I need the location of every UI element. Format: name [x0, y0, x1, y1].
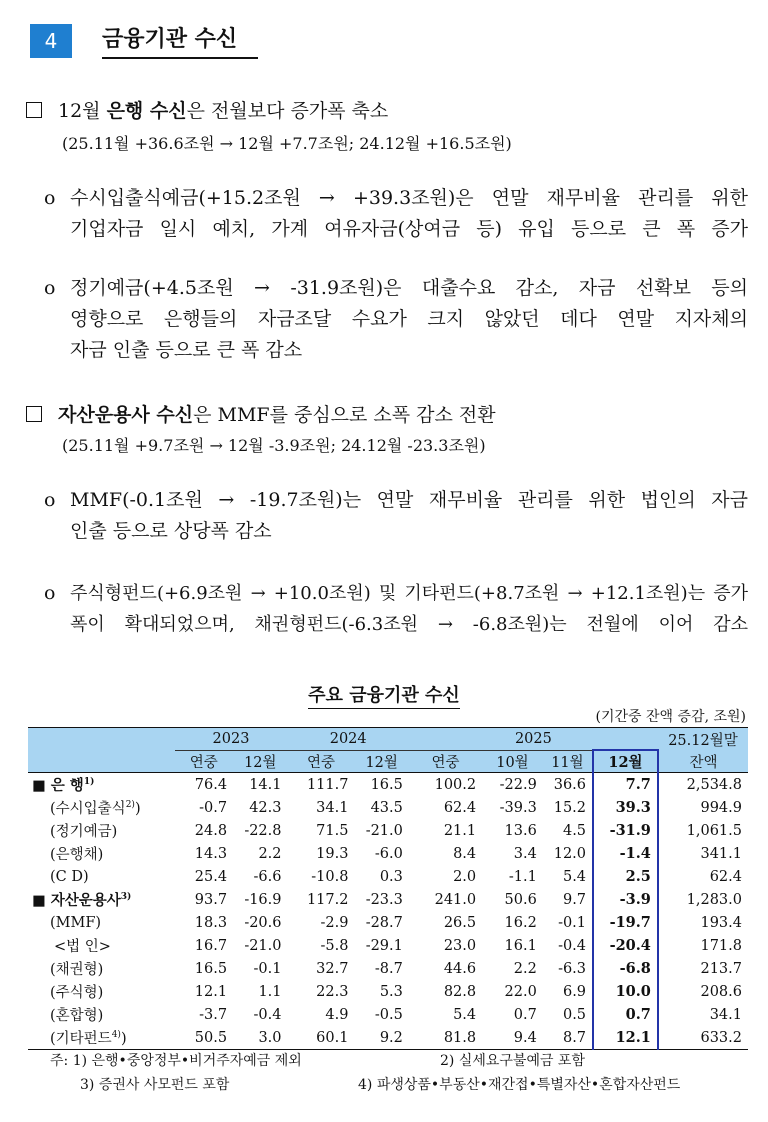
table-cell: 15.2: [553, 799, 587, 816]
table-cell: -0.7: [199, 799, 228, 816]
table-cell: 5.4: [562, 868, 587, 885]
table-cell: -3.9: [593, 888, 658, 911]
row-label: (혼합형): [50, 1008, 104, 1024]
table-cell: 2.0: [453, 868, 477, 885]
note-4: 4) 파생상품•부동산•재간접•특별자산•혼합자산펀드: [358, 1077, 681, 1093]
table-cell: 0.5: [562, 1006, 587, 1023]
table-cell: 44.6: [443, 960, 477, 977]
table-cell: -0.1: [558, 914, 587, 931]
table-cell: -16.9: [244, 891, 282, 908]
row-label: (은행채): [50, 847, 104, 863]
bank-p2-line2: 영향으로 은행들의 자금조달 수요가 크지 않았던 데다 연말 지자체의: [70, 308, 748, 330]
table-cell: -5.8: [320, 937, 349, 954]
header-year-2024: 2024: [288, 728, 409, 751]
table-cell: 2.2: [258, 845, 282, 862]
table-cell: 1,283.0: [686, 891, 742, 908]
bank-paragraph-1: [44, 183, 748, 245]
subheader-highlight: 12월: [593, 750, 658, 773]
table-cell: 1,061.5: [686, 822, 742, 839]
table-cell: 26.5: [443, 914, 477, 931]
table-cell: 16.2: [504, 914, 537, 931]
table-row: [28, 888, 748, 911]
bank-p1-line1: 수시입출식예금(+15.2조원 → +39.3조원)은 연말 재무비율 관리를 위한: [70, 187, 748, 209]
table-cell: 0.7: [513, 1006, 537, 1023]
table-cell: 62.4: [709, 868, 742, 885]
asset-p1-line1: MMF(-0.1조원 → -19.7조원)는 연말 재무비율 관리를 위한 법인의 자금: [70, 489, 748, 511]
table-cell: -21.0: [365, 822, 403, 839]
table-cell: 14.1: [233, 773, 287, 797]
table-cell: -0.4: [558, 937, 587, 954]
table-cell: 16.5: [354, 773, 408, 797]
bank-p2-line3: 자금 인출 등으로 큰 폭 감소: [70, 339, 303, 361]
subheader: 12월: [233, 750, 287, 773]
table-header-row-1: [28, 728, 748, 751]
table-cell: 213.7: [700, 960, 742, 977]
subheader: 10월: [482, 750, 543, 773]
table-cell: 4.9: [325, 1006, 349, 1023]
table-title: 주요 금융기관 수신: [0, 681, 768, 707]
subheader: 연중: [288, 750, 355, 773]
header-year-2023: 2023: [175, 728, 288, 751]
table-cell: 6.9: [562, 983, 587, 1000]
subheader: 12월: [354, 750, 408, 773]
table-cell: 16.5: [194, 960, 228, 977]
header-balance-1: 25.12월말: [658, 728, 748, 751]
table-row: [28, 773, 748, 797]
table-cell: 50.5: [175, 1026, 234, 1050]
table-cell: 341.1: [700, 845, 742, 862]
table-cell: -23.3: [365, 891, 403, 908]
note-2: 2) 실세요구불예금 포함: [440, 1053, 585, 1069]
table-cell: 3.0: [233, 1026, 287, 1050]
subheader: 연중: [409, 750, 482, 773]
table-cell: 60.1: [288, 1026, 355, 1050]
table-cell: -0.4: [253, 1006, 282, 1023]
checkbox-square-icon: [26, 406, 42, 422]
table-cell: 633.2: [658, 1026, 748, 1050]
asset-heading-bold: 자산운용사 수신: [58, 404, 194, 426]
table-cell: -31.9: [593, 819, 658, 842]
row-label: ■ 자산운용사$^{3)}$: [32, 892, 132, 909]
table-cell: -22.9: [482, 773, 543, 797]
deposits-table: [28, 727, 748, 1050]
table-cell: -20.4: [593, 934, 658, 957]
table-cell: 994.9: [700, 799, 742, 816]
bank-sub: (25.11월 +36.6조원 → 12월 +7.7조원; 24.12월 +16.5조원): [62, 134, 512, 153]
table-cell: 5.3: [379, 983, 403, 1000]
asset-paragraph-2: [44, 578, 748, 640]
table-row: [28, 819, 748, 842]
table-cell: 12.1: [194, 983, 228, 1000]
table-cell: 36.6: [543, 773, 593, 797]
table-cell: 7.7: [593, 773, 658, 797]
table-cell: 39.3: [593, 796, 658, 819]
table-row: [28, 1003, 748, 1026]
asset-p2-line1: 주식형펀드(+6.9조원 → +10.0조원) 및 기타펀드(+8.7조원 → +12.1조원)는 증가: [70, 583, 748, 604]
table-cell: -0.1: [253, 960, 282, 977]
table-cell: 34.1: [316, 799, 349, 816]
table-cell: 4.5: [562, 822, 587, 839]
table-cell: 1.1: [258, 983, 282, 1000]
table-cell: 32.7: [316, 960, 349, 977]
bank-heading: [26, 96, 388, 123]
row-label: (주식형): [50, 985, 104, 1001]
table-cell: -8.7: [374, 960, 403, 977]
table-cell: 14.3: [194, 845, 228, 862]
table-cell: -39.3: [499, 799, 537, 816]
table-cell: 0.7: [593, 1003, 658, 1026]
table-cell: 171.8: [700, 937, 742, 954]
table-cell: 8.4: [453, 845, 477, 862]
section-number-badge: 4: [30, 24, 72, 58]
bullet-o: o: [44, 187, 56, 209]
bank-paragraph-2: [44, 273, 748, 366]
table-cell: -19.7: [593, 911, 658, 934]
table-cell: 100.2: [409, 773, 482, 797]
table-cell: 10.0: [593, 980, 658, 1003]
asset-sub: (25.11월 +9.7조원 → 12월 -3.9조원; 24.12월 -23.3조원): [62, 436, 486, 455]
table-cell: 111.7: [288, 773, 355, 797]
row-label: (수시입출식$^{2)}$): [50, 800, 141, 817]
table-cell: 62.4: [443, 799, 477, 816]
table-cell: 193.4: [700, 914, 742, 931]
table-cell: 9.7: [562, 891, 587, 908]
table-row: [28, 911, 748, 934]
table-cell: 24.8: [194, 822, 228, 839]
section-header: [30, 22, 258, 59]
table-cell: 117.2: [306, 891, 349, 908]
table-cell: -6.0: [374, 845, 403, 862]
section-title: 금융기관 수신: [102, 22, 258, 59]
table-cell: -1.1: [508, 868, 537, 885]
table-cell: 0.3: [379, 868, 403, 885]
table-cell: 71.5: [316, 822, 349, 839]
table-cell: 19.3: [316, 845, 349, 862]
table-cell: -20.6: [244, 914, 282, 931]
table-row: [28, 865, 748, 888]
table-cell: 9.2: [354, 1026, 408, 1050]
table-cell: 13.6: [504, 822, 537, 839]
table-row: [28, 934, 748, 957]
row-label: (MMF): [50, 914, 102, 931]
table-cell: 241.0: [434, 891, 477, 908]
bank-heading-start: 12월: [58, 100, 107, 122]
asset-p1-line2: 인출 등으로 상당폭 감소: [70, 520, 272, 542]
row-label: (기타펀드$^{4)}$): [28, 1026, 175, 1050]
table-cell: 12.1: [593, 1026, 658, 1050]
table-cell: 50.6: [504, 891, 537, 908]
table-cell: -3.7: [199, 1006, 228, 1023]
subheader: 연중: [175, 750, 234, 773]
asset-heading: [26, 400, 496, 427]
table-cell: 22.3: [316, 983, 349, 1000]
bank-p1-line2: 기업자금 일시 예치, 가계 여유자금(상여금 등) 유입 등으로 큰 폭 증가: [70, 218, 748, 240]
table-cell: 9.4: [482, 1026, 543, 1050]
row-label: (정기예금): [50, 824, 118, 840]
table-cell: 5.4: [453, 1006, 477, 1023]
table-cell: -10.8: [311, 868, 349, 885]
table-cell: 3.4: [513, 845, 537, 862]
table-row: [28, 980, 748, 1003]
row-label: ■ 은 행$^{1)}$: [28, 773, 175, 797]
header-blank: [28, 728, 175, 773]
row-label: (채권형): [50, 962, 104, 978]
table-body: [28, 773, 748, 1050]
bullet-o: o: [44, 582, 56, 604]
table-cell: -21.0: [244, 937, 282, 954]
table-cell: 16.1: [504, 937, 537, 954]
table-cell: 12.0: [553, 845, 587, 862]
table-cell: 21.1: [443, 822, 477, 839]
table-cell: 93.7: [194, 891, 228, 908]
asset-heading-end: 은 MMF를 중심으로 소폭 감소 전환: [193, 404, 496, 426]
table-cell: 34.1: [709, 1006, 742, 1023]
note-1: 주: 1) 은행•중앙정부•비거주자예금 제외: [50, 1053, 302, 1069]
header-balance-2: 잔액: [658, 750, 748, 773]
table-cell: 22.0: [504, 983, 537, 1000]
table-cell: 2,534.8: [658, 773, 748, 797]
table-cell: -2.9: [320, 914, 349, 931]
table-cell: -29.1: [365, 937, 403, 954]
table-cell: 2.5: [593, 865, 658, 888]
note-3: 3) 증권사 사모펀드 포함: [80, 1077, 230, 1093]
table-row: [28, 842, 748, 865]
table-cell: 16.7: [194, 937, 228, 954]
bullet-o: o: [44, 489, 56, 511]
table-cell: 25.4: [194, 868, 228, 885]
table-cell: 208.6: [700, 983, 742, 1000]
table-cell: -6.6: [253, 868, 282, 885]
table-cell: -28.7: [365, 914, 403, 931]
table-cell: 18.3: [194, 914, 228, 931]
table-cell: 81.8: [409, 1026, 482, 1050]
table-row: [28, 957, 748, 980]
asset-p2-line2: 폭이 확대되었으며, 채권형펀드(-6.3조원 → -6.8조원)는 전월에 이어 감소: [70, 614, 748, 635]
table-cell: 2.2: [513, 960, 537, 977]
table-cell: -0.5: [374, 1006, 403, 1023]
asset-paragraph-1: [44, 485, 748, 547]
row-label: (C D): [50, 868, 89, 885]
bullet-o: o: [44, 277, 56, 299]
table-cell: -1.4: [593, 842, 658, 865]
row-label: <법 인>: [54, 939, 111, 955]
table-cell: 43.5: [370, 799, 403, 816]
table-cell: -6.3: [558, 960, 587, 977]
checkbox-square-icon: [26, 102, 42, 118]
table-cell: 42.3: [249, 799, 282, 816]
table-cell: -6.8: [593, 957, 658, 980]
bank-heading-bold: 은행 수신: [106, 100, 187, 122]
table-unit: (기간중 잔액 증감, 조원): [595, 709, 746, 725]
table-cell: -22.8: [244, 822, 282, 839]
bank-heading-end: 은 전월보다 증가폭 축소: [186, 100, 389, 122]
table-cell: 82.8: [443, 983, 477, 1000]
table-cell: 8.7: [543, 1026, 593, 1050]
bank-p2-line1: 정기예금(+4.5조원 → -31.9조원)은 대출수요 감소, 자금 선확보 등의: [70, 277, 748, 299]
table-cell: 76.4: [175, 773, 234, 797]
header-year-2025: 2025: [409, 728, 658, 751]
table-cell: 23.0: [443, 937, 477, 954]
table-row: [28, 1026, 748, 1050]
subheader: 11월: [543, 750, 593, 773]
table-row: [28, 796, 748, 819]
